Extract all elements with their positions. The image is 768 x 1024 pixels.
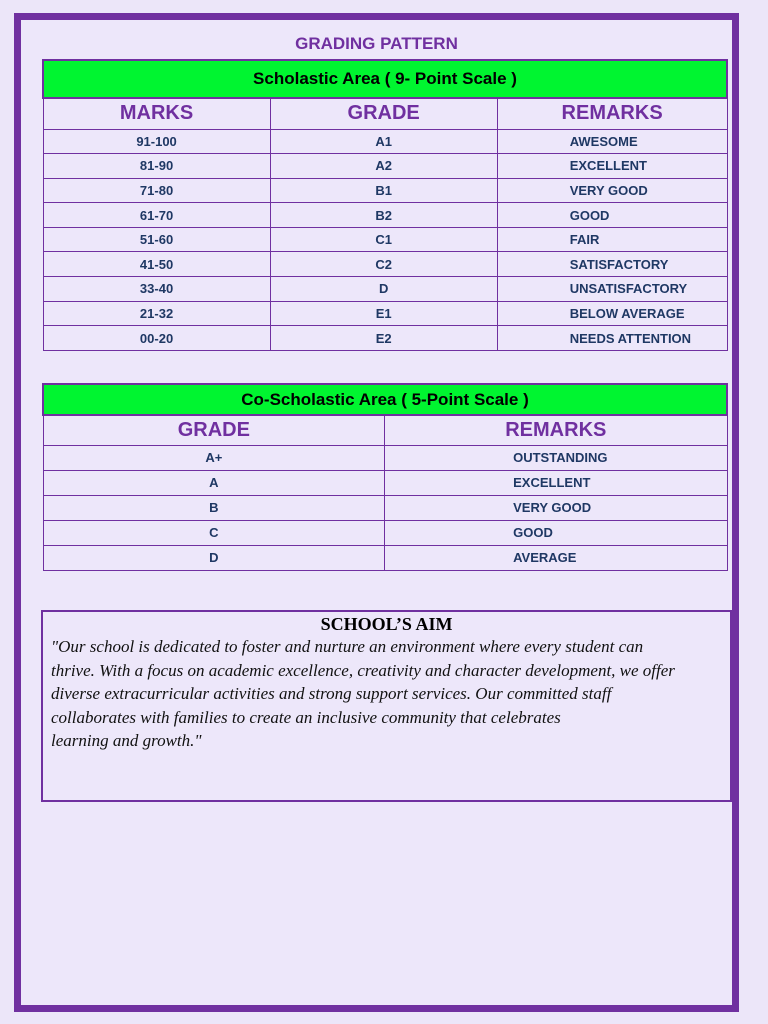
remarks-cell: VERY GOOD [497, 178, 727, 203]
remarks-cell: BELOW AVERAGE [497, 301, 727, 326]
column-header-remarks: REMARKS [497, 98, 727, 129]
table-row [43, 252, 727, 277]
school-aim-text: "Our school is dedicated to foster and nurture an environment where every student can thrive. With a focus on academic excellence, creativity and character development, we offer diverse extracurricular activities and strong support services. Our committed staff collaborates with families to create an inclusive community that celebrates learning and growth." [51, 637, 675, 750]
grade-cell: B1 [270, 178, 497, 203]
school-aim-box [41, 610, 732, 802]
remarks-cell: GOOD [497, 203, 727, 228]
table-row [43, 470, 727, 495]
marks-cell: 51-60 [43, 227, 270, 252]
table-row [43, 326, 727, 351]
remarks-cell: GOOD [385, 520, 727, 545]
table-row [43, 178, 727, 203]
page-title: GRADING PATTERN [295, 34, 458, 53]
table-row [43, 495, 727, 520]
school-aim-title: SCHOOL’S AIM [320, 614, 453, 634]
column-header-grade: GRADE [270, 98, 497, 129]
marks-cell: 61-70 [43, 203, 270, 228]
grade-cell: C2 [270, 252, 497, 277]
column-header-marks: MARKS [43, 98, 270, 129]
remarks-cell: FAIR [497, 227, 727, 252]
grade-cell: E1 [270, 301, 497, 326]
column-header-grade: GRADE [43, 415, 385, 445]
page-frame [14, 13, 739, 1012]
coscholastic-table [42, 383, 728, 571]
remarks-cell: AVERAGE [385, 545, 727, 570]
table-row [43, 154, 727, 179]
table-row [43, 277, 727, 302]
column-header-remarks: REMARKS [385, 415, 727, 445]
marks-cell: 21-32 [43, 301, 270, 326]
remarks-cell: NEEDS ATTENTION [497, 326, 727, 351]
grade-cell: A1 [270, 129, 497, 154]
marks-cell: 91-100 [43, 129, 270, 154]
marks-cell: 00-20 [43, 326, 270, 351]
grade-cell: A [43, 470, 385, 495]
remarks-cell: VERY GOOD [385, 495, 727, 520]
grade-cell: B2 [270, 203, 497, 228]
coscholastic-heading: Co-Scholastic Area ( 5-Point Scale ) [43, 384, 727, 415]
table-row [43, 520, 727, 545]
remarks-cell: AWESOME [497, 129, 727, 154]
grade-cell: A2 [270, 154, 497, 179]
table-row [43, 445, 727, 470]
marks-cell: 81-90 [43, 154, 270, 179]
remarks-cell: EXCELLENT [385, 470, 727, 495]
marks-cell: 41-50 [43, 252, 270, 277]
table-row [43, 129, 727, 154]
table-row [43, 227, 727, 252]
remarks-cell: SATISFACTORY [497, 252, 727, 277]
grade-cell: D [270, 277, 497, 302]
grade-cell: B [43, 495, 385, 520]
scholastic-table [42, 59, 728, 351]
remarks-cell: EXCELLENT [497, 154, 727, 179]
table-row [43, 301, 727, 326]
marks-cell: 71-80 [43, 178, 270, 203]
scholastic-heading: Scholastic Area ( 9- Point Scale ) [43, 60, 727, 98]
table-row [43, 203, 727, 228]
table-row [43, 545, 727, 570]
grade-cell: C [43, 520, 385, 545]
grade-cell: E2 [270, 326, 497, 351]
remarks-cell: OUTSTANDING [385, 445, 727, 470]
grade-cell: A+ [43, 445, 385, 470]
marks-cell: 33-40 [43, 277, 270, 302]
remarks-cell: UNSATISFACTORY [497, 277, 727, 302]
grade-cell: C1 [270, 227, 497, 252]
grade-cell: D [43, 545, 385, 570]
